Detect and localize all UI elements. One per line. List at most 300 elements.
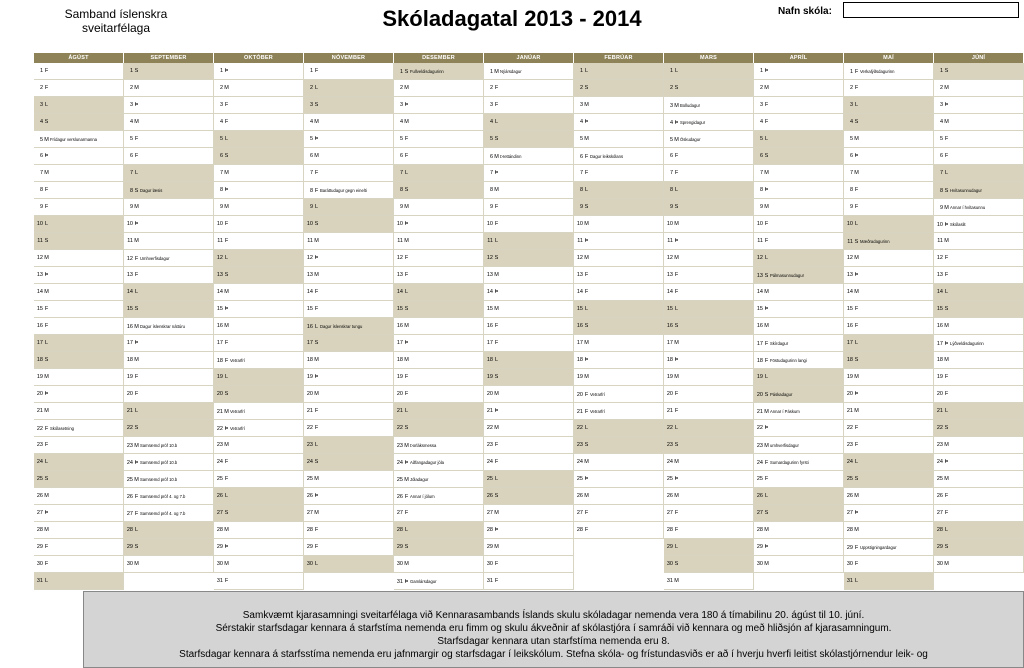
day-cell (214, 165, 304, 182)
day-event: Baráttudagur gegn einelti (320, 188, 367, 193)
day-number: 1 (849, 69, 853, 75)
day-number: 4 (219, 119, 223, 125)
day-number: 6 (939, 153, 943, 159)
weekday-letter: F (314, 527, 319, 533)
day-event: Þrettándinn (500, 154, 522, 159)
weekday-letter: F (134, 494, 139, 500)
day-cell (304, 233, 394, 250)
day-number: 31 (36, 578, 43, 584)
day-number: 20 (306, 391, 313, 397)
weekday-letter: Þ (224, 544, 229, 550)
day-number: 14 (576, 289, 583, 295)
day-number: 22 (306, 425, 313, 431)
day-number: 15 (846, 306, 853, 312)
day-cell (664, 556, 754, 573)
day-number: 27 (846, 510, 853, 516)
day-number: 7 (669, 170, 673, 176)
weekday-letter: L (584, 306, 589, 312)
weekday-letter: F (854, 323, 859, 329)
day-cell (394, 505, 484, 522)
weekday-letter: M (44, 527, 49, 533)
day-number: 14 (306, 289, 313, 295)
day-cell (664, 148, 754, 165)
weekday-letter: Þ (224, 68, 229, 74)
weekday-letter: L (134, 289, 139, 295)
day-cell (34, 182, 124, 199)
day-cell (304, 182, 394, 199)
day-number: 23 (666, 442, 673, 448)
day-number: 1 (39, 68, 43, 74)
day-cell (304, 165, 394, 182)
weekday-letter: L (674, 187, 679, 193)
day-cell (394, 403, 484, 420)
weekday-letter: F (494, 102, 499, 108)
weekday-letter: F (44, 442, 49, 448)
day-number: 23 (306, 442, 313, 448)
day-number: 13 (756, 273, 763, 279)
day-cell (664, 471, 754, 488)
day-cell (484, 80, 574, 97)
weekday-letter: M (944, 205, 949, 211)
day-number: 19 (396, 374, 403, 380)
day-number: 24 (396, 460, 403, 466)
weekday-letter: S (224, 391, 229, 397)
weekday-letter: S (674, 561, 679, 567)
day-cell (484, 233, 574, 250)
day-cell (664, 267, 754, 284)
day-cell (124, 335, 214, 352)
day-cell (304, 369, 394, 386)
weekday-letter: M (494, 69, 499, 75)
weekday-letter: F (854, 442, 859, 448)
day-number: 8 (849, 187, 853, 193)
weekday-letter: Þ (224, 187, 229, 193)
weekday-letter: M (404, 561, 409, 567)
day-number: 25 (846, 476, 853, 482)
day-number: 13 (396, 272, 403, 278)
day-number: 5 (759, 136, 763, 142)
day-cell (34, 488, 124, 505)
weekday-letter: M (224, 170, 229, 176)
weekday-letter: M (944, 357, 949, 363)
weekday-letter: M (404, 85, 409, 91)
day-cell (124, 437, 214, 454)
day-cell (34, 165, 124, 182)
weekday-letter: F (764, 238, 769, 244)
day-number: 19 (846, 374, 853, 380)
day-cell (304, 318, 394, 335)
weekday-letter: M (584, 493, 589, 499)
weekday-letter: Þ (134, 102, 139, 108)
day-cell (574, 403, 664, 420)
weekday-letter: M (584, 374, 589, 380)
day-number: 18 (666, 357, 673, 363)
day-number: 21 (396, 408, 403, 414)
weekday-letter: M (134, 324, 139, 330)
day-cell (214, 80, 304, 97)
day-cell (574, 63, 664, 80)
day-number: 4 (759, 119, 763, 125)
day-cell (844, 539, 934, 556)
day-cell (664, 403, 754, 420)
day-cell (844, 233, 934, 250)
day-cell (34, 556, 124, 573)
day-cell (754, 522, 844, 539)
day-cell (124, 539, 214, 556)
day-number: 10 (126, 221, 133, 227)
weekday-letter: M (584, 255, 589, 261)
weekday-letter: L (764, 374, 769, 380)
day-cell (484, 301, 574, 318)
month-header: DESEMBER (394, 53, 484, 63)
day-cell (304, 522, 394, 539)
day-number: 28 (36, 527, 43, 533)
day-number: 14 (846, 289, 853, 295)
day-number: 17 (216, 340, 223, 346)
day-number: 24 (846, 459, 853, 465)
day-number: 24 (666, 459, 673, 465)
weekday-letter: M (674, 578, 679, 584)
day-number: 1 (669, 68, 673, 74)
weekday-letter: F (674, 527, 679, 533)
day-cell (664, 488, 754, 505)
weekday-letter: M (854, 289, 859, 295)
day-cell (214, 114, 304, 131)
day-number: 16 (216, 323, 223, 329)
weekday-letter: Þ (44, 510, 49, 516)
day-cell (484, 539, 574, 556)
weekday-letter: M (134, 204, 139, 210)
day-number: 21 (666, 408, 673, 414)
day-event: Dagur læsis (140, 188, 163, 193)
day-event: Samræmd próf 10.b (140, 460, 178, 465)
school-name-input[interactable] (843, 2, 1019, 18)
day-cell (484, 573, 574, 590)
weekday-letter: Þ (44, 153, 49, 159)
weekday-letter: F (494, 204, 499, 210)
weekday-letter: F (764, 221, 769, 227)
weekday-letter: F (854, 204, 859, 210)
weekday-letter: F (134, 374, 139, 380)
day-number: 12 (756, 255, 763, 261)
day-cell (574, 199, 664, 216)
day-cell (934, 63, 1024, 80)
weekday-letter: S (134, 425, 139, 431)
month-header: JÚNÍ (934, 53, 1024, 63)
weekday-letter: F (494, 221, 499, 227)
day-number: 4 (399, 119, 403, 125)
day-cell (484, 454, 574, 471)
day-cell (214, 556, 304, 573)
day-cell (214, 216, 304, 233)
weekday-letter: Þ (674, 238, 679, 244)
day-cell (484, 97, 574, 114)
weekday-letter: L (314, 561, 319, 567)
weekday-letter: Þ (764, 306, 769, 312)
weekday-letter: F (854, 561, 859, 567)
day-cell (574, 250, 664, 267)
day-cell (304, 267, 394, 284)
weekday-letter: F (944, 272, 949, 278)
weekday-letter: Þ (674, 357, 679, 363)
day-cell (934, 97, 1024, 114)
day-number: 13 (36, 272, 43, 278)
weekday-letter: M (224, 289, 229, 295)
weekday-letter: F (584, 409, 589, 415)
weekday-letter: S (854, 476, 859, 482)
day-number: 9 (669, 204, 673, 210)
weekday-letter: M (404, 204, 409, 210)
day-number: 16 (666, 323, 673, 329)
day-number: 13 (126, 272, 133, 278)
day-cell (574, 335, 664, 352)
day-cell (574, 131, 664, 148)
day-cell (394, 97, 484, 114)
day-number: 12 (216, 255, 223, 261)
weekday-letter: S (584, 442, 589, 448)
day-event: Umhverfisdagur (140, 256, 170, 261)
day-cell (34, 131, 124, 148)
weekday-letter: L (674, 306, 679, 312)
day-cell (394, 267, 484, 284)
weekday-letter: M (44, 170, 49, 176)
day-number: 21 (936, 408, 943, 414)
day-cell (394, 284, 484, 301)
weekday-letter: M (404, 119, 409, 125)
day-cell (484, 182, 574, 199)
day-cell (754, 216, 844, 233)
day-cell (484, 386, 574, 403)
day-event: Vetrarfrí (590, 409, 605, 414)
day-number: 20 (216, 391, 223, 397)
day-number: 3 (39, 102, 43, 108)
day-cell (484, 352, 574, 369)
weekday-letter: L (584, 425, 589, 431)
day-number: 6 (849, 153, 853, 159)
weekday-letter: M (674, 340, 679, 346)
day-event: Samræmd próf 4. og 7.b (140, 494, 186, 499)
weekday-letter: Þ (494, 408, 499, 414)
day-cell (124, 80, 214, 97)
day-number: 10 (216, 221, 223, 227)
weekday-letter: M (404, 357, 409, 363)
day-number: 23 (846, 442, 853, 448)
day-cell (214, 386, 304, 403)
day-event: Annar í Páskum (770, 409, 800, 414)
weekday-letter: M (674, 221, 679, 227)
weekday-letter: L (404, 289, 409, 295)
day-cell (934, 301, 1024, 318)
day-event: Frídagur verslunarmanna (50, 137, 98, 142)
weekday-letter: F (44, 323, 49, 329)
day-cell (34, 318, 124, 335)
day-cell (574, 148, 664, 165)
day-number: 18 (306, 357, 313, 363)
day-number: 28 (756, 527, 763, 533)
day-number: 17 (486, 340, 493, 346)
page-title: Skóladagatal 2013 - 2014 (382, 6, 642, 31)
day-number: 26 (216, 493, 223, 499)
day-cell (34, 335, 124, 352)
day-number: 26 (666, 493, 673, 499)
weekday-letter: F (854, 545, 859, 551)
day-cell (844, 199, 934, 216)
day-number: 27 (216, 510, 223, 516)
day-number: 25 (756, 476, 763, 482)
weekday-letter: L (674, 68, 679, 74)
day-number: 13 (216, 272, 223, 278)
day-cell (664, 63, 754, 80)
day-cell (484, 131, 574, 148)
day-cell (304, 80, 394, 97)
day-cell (394, 335, 484, 352)
day-cell (304, 403, 394, 420)
weekday-letter: M (854, 527, 859, 533)
day-number: 15 (306, 306, 313, 312)
weekday-letter: F (494, 323, 499, 329)
day-number: 23 (126, 443, 133, 449)
day-cell (844, 318, 934, 335)
day-cell (214, 488, 304, 505)
day-cell (214, 471, 304, 488)
day-number: 19 (576, 374, 583, 380)
day-cell (664, 454, 754, 471)
day-number: 22 (216, 426, 223, 432)
day-cell (574, 386, 664, 403)
day-cell (394, 131, 484, 148)
day-cell (754, 97, 844, 114)
day-cell (34, 301, 124, 318)
day-number: 23 (216, 442, 223, 448)
day-number: 5 (669, 137, 673, 143)
day-number: 8 (309, 188, 313, 194)
day-number: 12 (576, 255, 583, 261)
weekday-letter: Þ (674, 120, 679, 126)
weekday-letter: L (404, 527, 409, 533)
day-cell (484, 250, 574, 267)
day-number: 22 (36, 426, 43, 432)
weekday-letter: M (584, 136, 589, 142)
day-cell (304, 539, 394, 556)
weekday-letter: Þ (494, 170, 499, 176)
day-cell (214, 369, 304, 386)
day-cell (214, 233, 304, 250)
weekday-letter: M (854, 493, 859, 499)
weekday-letter: Þ (764, 68, 769, 74)
day-cell (664, 97, 754, 114)
day-number: 25 (666, 476, 673, 482)
day-number: 29 (486, 544, 493, 550)
day-cell (484, 522, 574, 539)
day-number: 5 (849, 136, 853, 142)
weekday-letter: F (134, 256, 139, 262)
weekday-letter: L (44, 102, 49, 108)
weekday-letter: F (494, 442, 499, 448)
weekday-letter: M (134, 443, 139, 449)
day-cell (124, 165, 214, 182)
day-event: Sumardagurinn fyrsti (770, 460, 809, 465)
weekday-letter: S (44, 357, 49, 363)
day-cell (34, 386, 124, 403)
day-number: 3 (129, 102, 133, 108)
day-cell (34, 369, 124, 386)
day-cell (934, 335, 1024, 352)
day-cell (304, 131, 394, 148)
day-number: 1 (399, 69, 403, 75)
day-cell (934, 505, 1024, 522)
day-number: 7 (579, 170, 583, 176)
day-number: 15 (36, 306, 43, 312)
day-cell (934, 199, 1024, 216)
day-cell (664, 199, 754, 216)
weekday-letter: M (224, 85, 229, 91)
day-cell (934, 165, 1024, 182)
day-cell (34, 80, 124, 97)
weekday-letter: L (584, 187, 589, 193)
day-cell (844, 352, 934, 369)
weekday-letter: F (134, 391, 139, 397)
weekday-letter: S (854, 119, 859, 125)
day-number: 12 (846, 255, 853, 261)
weekday-letter: L (44, 459, 49, 465)
weekday-letter: M (314, 272, 319, 278)
day-number: 8 (39, 187, 43, 193)
day-number: 6 (309, 153, 313, 159)
day-event: Páskadagur (770, 392, 793, 397)
weekday-letter: F (584, 170, 589, 176)
weekday-letter: F (944, 493, 949, 499)
weekday-letter: F (764, 460, 769, 466)
weekday-letter: F (404, 510, 409, 516)
weekday-letter: S (134, 68, 139, 74)
weekday-letter: S (584, 204, 589, 210)
day-cell (394, 471, 484, 488)
day-number: 22 (756, 425, 763, 431)
weekday-letter: L (134, 527, 139, 533)
day-number: 24 (216, 459, 223, 465)
day-number: 7 (39, 170, 43, 176)
day-number: 5 (219, 136, 223, 142)
day-cell (34, 97, 124, 114)
day-cell (34, 284, 124, 301)
day-cell (34, 522, 124, 539)
day-cell (574, 522, 664, 539)
day-cell (844, 386, 934, 403)
month-header: MAÍ (844, 53, 934, 63)
day-cell (214, 539, 304, 556)
day-number: 12 (126, 256, 133, 262)
weekday-letter: M (764, 323, 769, 329)
day-cell (664, 573, 754, 590)
weekday-letter: F (854, 306, 859, 312)
weekday-letter: L (224, 374, 229, 380)
day-number: 6 (579, 154, 583, 160)
weekday-letter: F (854, 425, 859, 431)
day-number: 8 (129, 188, 133, 194)
day-number: 21 (36, 408, 43, 414)
day-cell (664, 369, 754, 386)
weekday-letter: S (764, 153, 769, 159)
day-cell (124, 233, 214, 250)
weekday-letter: M (494, 272, 499, 278)
weekday-letter: S (44, 476, 49, 482)
day-cell (844, 114, 934, 131)
day-cell (574, 216, 664, 233)
weekday-letter: Þ (224, 306, 229, 312)
day-number: 10 (936, 222, 943, 228)
day-number: 7 (939, 170, 943, 176)
day-cell (754, 471, 844, 488)
